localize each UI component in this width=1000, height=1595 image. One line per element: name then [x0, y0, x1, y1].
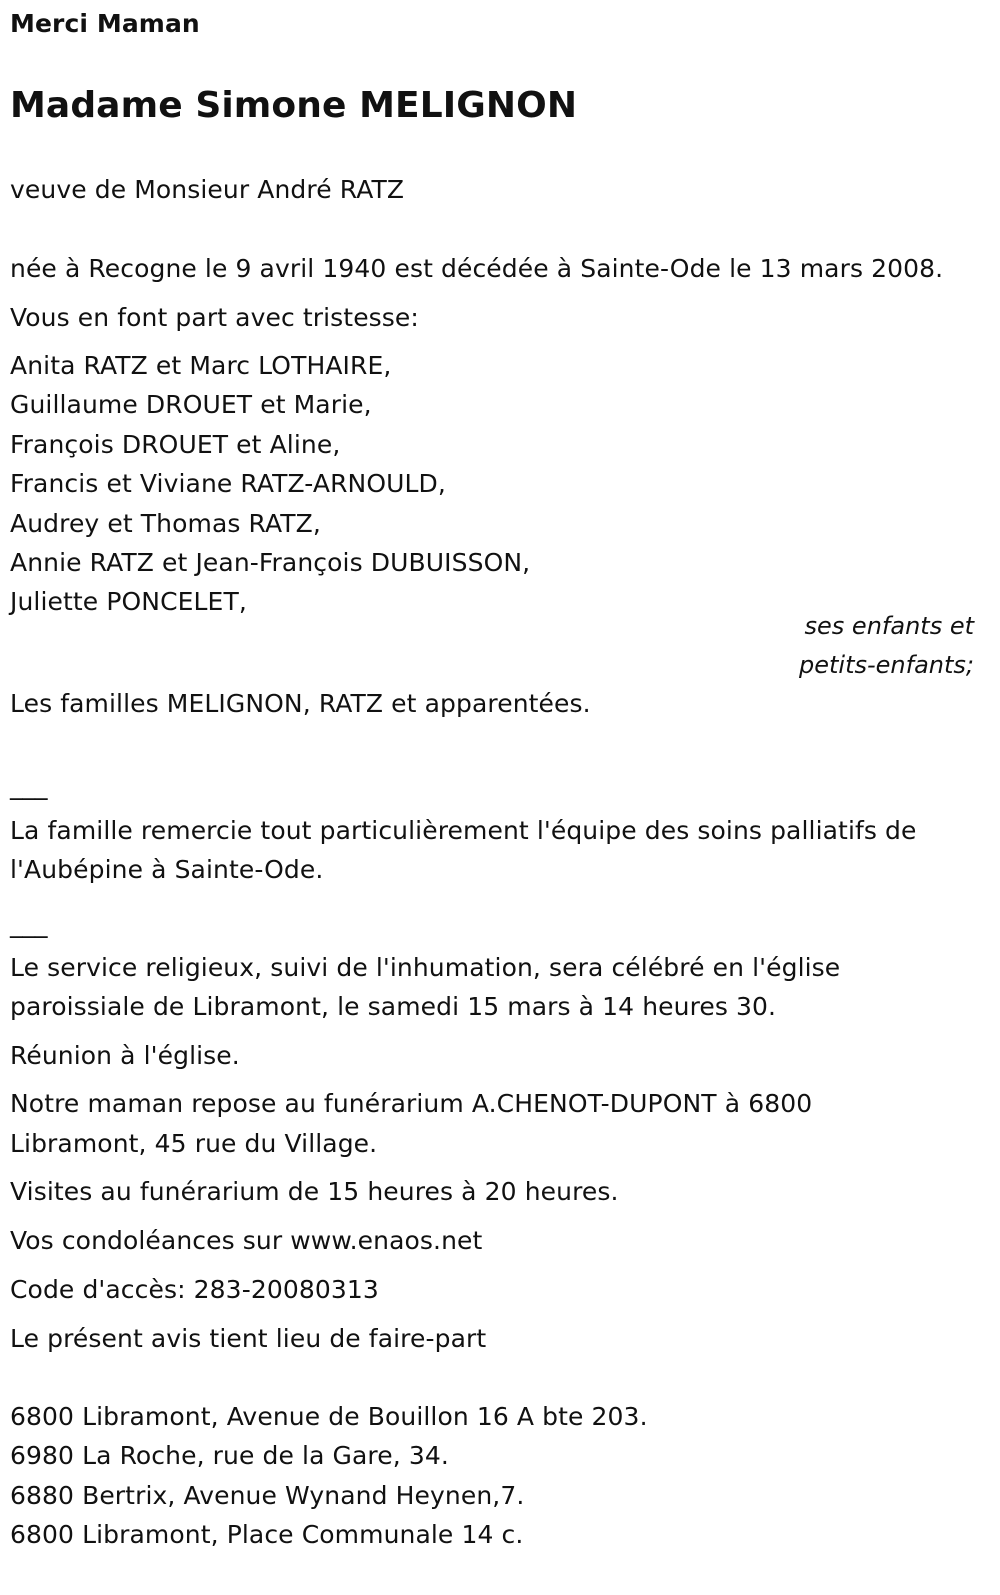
thanks-line-2: l'Aubépine à Sainte-Ode. — [10, 855, 324, 884]
meeting-text: Réunion à l'église. — [10, 1041, 240, 1070]
separator-2: ___ — [10, 909, 48, 938]
address-4: 6800 Libramont, Place Communale 14 c. — [10, 1520, 524, 1549]
deceased-name-title: Madame Simone MELIGNON — [10, 85, 578, 126]
family-member-1: Anita RATZ et Marc LOTHAIRE, — [10, 351, 392, 380]
relation-line-2: petits-enfants; — [799, 651, 974, 679]
family-member-4: Francis et Viviane RATZ-ARNOULD, — [10, 469, 446, 498]
family-member-5: Audrey et Thomas RATZ, — [10, 509, 321, 538]
rest-line-1: Notre maman repose au funérarium A.CHENOT-DUPONT à 6800 — [10, 1089, 813, 1118]
families-text: Les familles MELIGNON, RATZ et apparentées. — [10, 689, 591, 718]
visits-text: Visites au funérarium de 15 heures à 20 heures. — [10, 1177, 619, 1206]
address-1: 6800 Libramont, Avenue de Bouillon 16 A bte 203. — [10, 1402, 648, 1431]
address-2: 6980 La Roche, rue de la Gare, 34. — [10, 1441, 449, 1470]
address-3: 6880 Bertrix, Avenue Wynand Heynen,7. — [10, 1481, 525, 1510]
relation-line-1: ses enfants et — [804, 612, 974, 640]
separator-1: ___ — [10, 771, 48, 800]
family-member-6: Annie RATZ et Jean-François DUBUISSON, — [10, 548, 531, 577]
family-member-2: Guillaume DROUET et Marie, — [10, 390, 372, 419]
service-line-2: paroissiale de Libramont, le samedi 15 mars à 14 heures 30. — [10, 992, 777, 1021]
family-member-7: Juliette PONCELET, — [10, 587, 247, 616]
thanks-line-1: La famille remercie tout particulièrement l'équipe des soins palliatifs de — [10, 816, 917, 845]
condolences-text: Vos condoléances sur www.enaos.net — [10, 1226, 483, 1255]
access-code-text: Code d'accès: 283-20080313 — [10, 1275, 379, 1304]
widow-of-text: veuve de Monsieur André RATZ — [10, 175, 405, 204]
intro-text: Vous en font part avec tristesse: — [10, 303, 419, 332]
header-text: Merci Maman — [10, 9, 200, 38]
notice-text: Le présent avis tient lieu de faire-part — [10, 1324, 487, 1353]
family-member-3: François DROUET et Aline, — [10, 430, 341, 459]
rest-line-2: Libramont, 45 rue du Village. — [10, 1129, 378, 1158]
service-line-1: Le service religieux, suivi de l'inhumation, sera célébré en l'église — [10, 953, 841, 982]
birth-death-text: née à Recogne le 9 avril 1940 est décédée à Sainte-Ode le 13 mars 2008. — [10, 254, 944, 283]
